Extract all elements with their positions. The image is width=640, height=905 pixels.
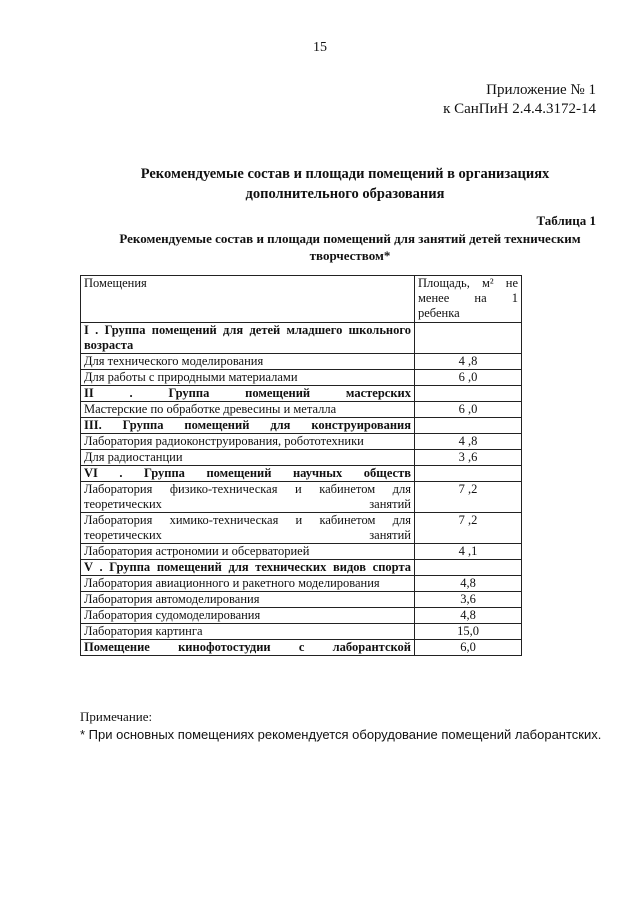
page-number: 15 <box>313 40 327 55</box>
group-label: I . Группа помещений для детей младшего школьного возраста <box>81 323 415 354</box>
area-value <box>415 466 522 482</box>
rooms-table <box>80 275 522 656</box>
area-value: 15,0 <box>415 624 522 640</box>
table-group-row <box>81 418 522 434</box>
area-value: 7 ,2 <box>415 482 522 513</box>
table-group-row <box>81 640 522 656</box>
table-title: Рекомендуемые состав и площади помещений для занятий детей техническим творчеством* <box>119 231 581 263</box>
room-name: Лаборатория астрономии и обсерваторией <box>81 544 415 560</box>
note-text: * При основных помещениях рекомендуется оборудование помещений лаборантских. <box>80 727 602 742</box>
room-name: Для работы с природными материалами <box>81 370 415 386</box>
room-name: Лаборатория химико-техническая и кабинетом для теоретических занятий <box>81 513 415 544</box>
area-value <box>415 560 522 576</box>
group-label: III. Группа помещений для конструирования <box>81 418 415 434</box>
room-name: Лаборатория физико-техническая и кабинетом для теоретических занятий <box>81 482 415 513</box>
table-group-row <box>81 323 522 354</box>
group-label: II . Группа помещений мастерских <box>81 386 415 402</box>
header-area-line3: ребенка <box>418 306 460 320</box>
table-row <box>81 624 522 640</box>
table-row <box>81 354 522 370</box>
table-row <box>81 434 522 450</box>
area-value <box>415 418 522 434</box>
area-value: 4 ,8 <box>415 354 522 370</box>
table-group-row <box>81 466 522 482</box>
table-group-row <box>81 386 522 402</box>
header-area-line1: Площадь, м² не <box>418 276 518 290</box>
area-value: 3 ,6 <box>415 450 522 466</box>
area-value: 6,0 <box>415 640 522 656</box>
table-row <box>81 482 522 513</box>
table-row <box>81 576 522 592</box>
table-row <box>81 402 522 418</box>
area-value <box>415 386 522 402</box>
area-value <box>415 323 522 354</box>
area-value: 3,6 <box>415 592 522 608</box>
table-header-row <box>81 276 522 323</box>
area-value: 6 ,0 <box>415 370 522 386</box>
room-name: Для технического моделирования <box>81 354 415 370</box>
room-name: Лаборатория автомоделирования <box>81 592 415 608</box>
document-title: Рекомендуемые состав и площади помещений в организациях дополнительного образования <box>140 166 550 202</box>
appendix-sanpin-reference: к СанПиН 2.4.4.3172-14 <box>443 101 596 117</box>
group-label: Помещение кинофотостудии с лаборантской <box>81 640 415 656</box>
group-label: V . Группа помещений для технических видов спорта <box>81 560 415 576</box>
header-area <box>415 276 522 323</box>
area-value: 4,8 <box>415 576 522 592</box>
header-rooms: Помещения <box>81 276 415 323</box>
table-row <box>81 513 522 544</box>
table-label: Таблица 1 <box>536 213 596 228</box>
area-value: 4,8 <box>415 608 522 624</box>
table-row <box>81 544 522 560</box>
note-label: Примечание: <box>80 709 153 724</box>
room-name: Лаборатория радиоконструирования, робототехники <box>81 434 415 450</box>
header-area-line2: менее на 1 <box>418 291 518 305</box>
room-name: Лаборатория картинга <box>81 624 415 640</box>
table-row <box>81 608 522 624</box>
room-name: Для радиостанции <box>81 450 415 466</box>
table-row <box>81 370 522 386</box>
room-name: Лаборатория авиационного и ракетного моделирования <box>81 576 415 592</box>
area-value: 6 ,0 <box>415 402 522 418</box>
area-value: 4 ,1 <box>415 544 522 560</box>
group-label: VI . Группа помещений научных обществ <box>81 466 415 482</box>
table-row <box>81 592 522 608</box>
area-value: 4 ,8 <box>415 434 522 450</box>
table-group-row <box>81 560 522 576</box>
table-row <box>81 450 522 466</box>
room-name: Лаборатория судомоделирования <box>81 608 415 624</box>
room-name: Мастерские по обработке древесины и металла <box>81 402 415 418</box>
appendix-reference: Приложение № 1 <box>486 82 596 98</box>
area-value: 7 ,2 <box>415 513 522 544</box>
